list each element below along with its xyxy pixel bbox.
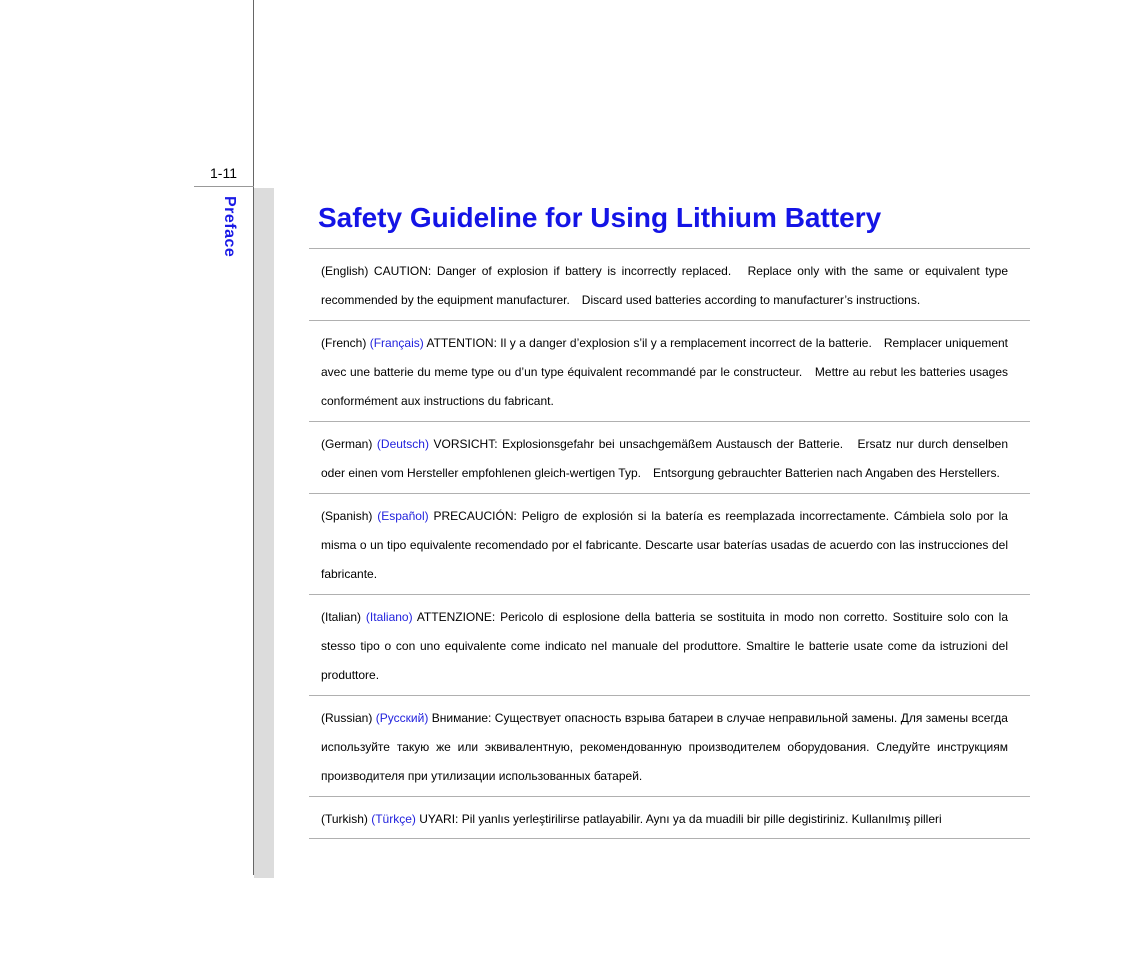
language-name: (German): [321, 437, 373, 451]
language-name: (English): [321, 264, 369, 278]
warning-row-english: [309, 248, 1030, 320]
section-label: Preface: [221, 196, 238, 258]
language-name: (Turkish): [321, 812, 368, 826]
native-language-name: (Italiano): [365, 610, 413, 624]
page-number: 1-11: [210, 165, 237, 181]
warning-row-spanish: [309, 493, 1030, 594]
native-language-name: (Deutsch): [376, 437, 429, 451]
language-name: (Russian): [321, 711, 373, 725]
language-name: (French): [321, 336, 367, 350]
warning-row-russian: [309, 695, 1030, 796]
warning-text: CAUTION: Danger of explosion if battery is incorrectly replaced. Replace only with the same or equivalent type recommended by the equipment manufacturer. Discard used batteries according to manufacturer’s instructions.: [321, 264, 1008, 307]
warning-text: PRECAUCIÓN: Peligro de explosión si la batería es reemplazada incorrectamente. Cámbiela solo por la misma o un tipo equivalente recomendado por el fabricante. Descarte usar baterías usadas de acuerdo con las instrucciones del fabricante.: [321, 509, 1008, 581]
warnings-table: [309, 248, 1030, 839]
warning-text: ATTENTION: Il y a danger d’explosion s’il y a remplacement incorrect de la batterie. Remplacer uniquement avec une batterie du meme type ou d’un type équivalent recommandé par le constructeur. Mettre au rebut les batteries usages conformément aux instructions du fabricant.: [321, 336, 1008, 408]
warning-text: Внимание: Существует опасность взрыва батареи в случае неправильной замены. Для замены всегда используйте такую же или эквивалентную, рекомендованную производителем оборудования. Следуйте инструкциям производителя при утилизации использованных батарей.: [321, 711, 1008, 783]
warning-row-turkish: [309, 796, 1030, 839]
warning-row-french: [309, 320, 1030, 421]
page-title: Safety Guideline for Using Lithium Battery: [318, 202, 882, 233]
warning-text: ATTENZIONE: Pericolo di esplosione della batteria se sostituita in modo non corretto. Sostituire solo con la stesso tipo o con uno equivalente come indicato nel manuale del produttore. Smaltire le batterie usate come da istruzioni del produttore.: [321, 610, 1008, 682]
warning-row-italian: [309, 594, 1030, 695]
side-band: [254, 188, 274, 878]
native-language-name: (Français): [369, 336, 424, 350]
native-language-name: (Türkçe): [371, 812, 416, 826]
native-language-name: (Español): [377, 509, 429, 523]
language-name: (Italian): [321, 610, 362, 624]
warning-text: VORSICHT: Explosionsgefahr bei unsachgemäßem Austausch der Batterie. Ersatz nur durch denselben oder einen vom Hersteller empfohlenen gleich-wertigen Typ. Entsorgung gebrauchter Batterien nach Angaben des Herstellers.: [321, 437, 1008, 480]
warning-text: UYARI: Pil yanlıs yerleştirilirse patlayabilir. Aynı ya da muadili bir pille degistiriniz. Kullanılmış pilleri: [419, 812, 942, 826]
native-language-name: (Русский): [375, 711, 429, 725]
warning-row-german: [309, 421, 1030, 493]
language-name: (Spanish): [321, 509, 373, 523]
page-number-divider: [194, 186, 254, 187]
